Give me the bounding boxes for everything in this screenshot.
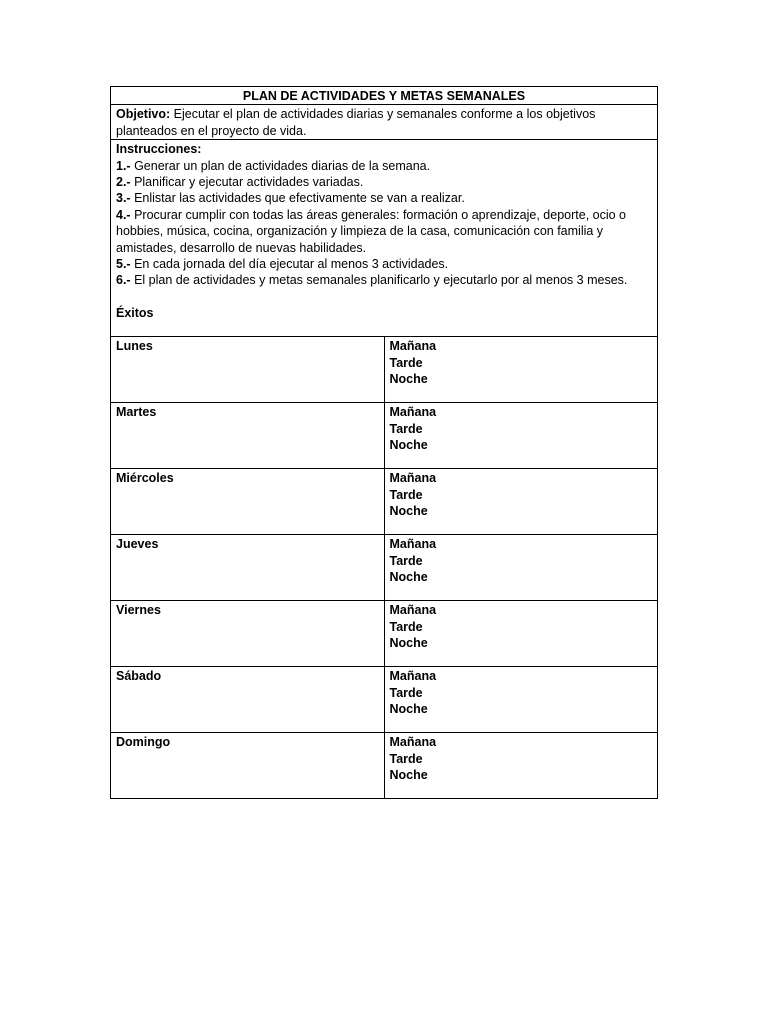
day-row-martes: [111, 403, 658, 469]
objective-cell: [111, 105, 658, 140]
slot-morning: Mañana: [389, 339, 437, 354]
slot-afternoon: Tarde: [389, 355, 423, 370]
day-slots-cell[interactable]: [384, 337, 658, 403]
slot-night: Noche: [389, 570, 428, 585]
day-name: Martes: [111, 403, 385, 469]
slot-afternoon: Tarde: [389, 685, 423, 700]
day-name: Viernes: [111, 601, 385, 667]
objective-label: Objetivo:: [116, 107, 171, 122]
day-row-miercoles: [111, 469, 658, 535]
slot-morning: Mañana: [389, 405, 437, 420]
day-slots-cell[interactable]: [384, 601, 658, 667]
day-name: Lunes: [111, 337, 385, 403]
instructions-heading: Instrucciones:: [116, 142, 202, 157]
slot-morning: Mañana: [389, 471, 437, 486]
day-slots-cell[interactable]: [384, 535, 658, 601]
slot-night: Noche: [389, 636, 428, 651]
day-name: Sábado: [111, 667, 385, 733]
day-name: Domingo: [111, 733, 385, 799]
day-slots-cell[interactable]: [384, 667, 658, 733]
successes-label: Éxitos: [116, 306, 154, 321]
title-row: [111, 87, 658, 105]
instruction-item: [116, 158, 652, 174]
instruction-text: Procurar cumplir con todas las áreas generales: formación o aprendizaje, deporte, ocio o hobbies, música, cocina, organización y limpieza de la casa, comunicación con familia y amistades, desarrollo de nuevas habilidades.: [116, 207, 626, 255]
day-slots-cell[interactable]: [384, 469, 658, 535]
instruction-number: 6.-: [116, 273, 131, 288]
day-slots-cell[interactable]: [384, 733, 658, 799]
slot-night: Noche: [389, 768, 428, 783]
instruction-item: [116, 207, 652, 256]
slot-night: Noche: [389, 504, 428, 519]
instruction-item: [116, 174, 652, 190]
slot-afternoon: Tarde: [389, 553, 423, 568]
slot-night: Noche: [389, 372, 428, 387]
instruction-text: Planificar y ejecutar actividades variadas.: [130, 175, 364, 190]
instructions-cell: [111, 140, 658, 337]
document-title: PLAN DE ACTIVIDADES Y METAS SEMANALES: [111, 87, 658, 105]
day-name: Jueves: [111, 535, 385, 601]
instruction-number: 2.-: [116, 175, 131, 190]
instruction-number: 4.-: [116, 207, 131, 222]
instruction-number: 3.-: [116, 191, 131, 206]
instruction-number: 5.-: [116, 257, 131, 272]
slot-afternoon: Tarde: [389, 421, 423, 436]
slot-morning: Mañana: [389, 669, 437, 684]
instruction-text: Generar un plan de actividades diarias de la semana.: [130, 158, 431, 173]
instruction-item: [116, 272, 652, 288]
objective-row: [111, 105, 658, 140]
slot-afternoon: Tarde: [389, 751, 423, 766]
slot-morning: Mañana: [389, 735, 437, 750]
slot-afternoon: Tarde: [389, 487, 423, 502]
day-slots-cell[interactable]: [384, 403, 658, 469]
instruction-number: 1.-: [116, 158, 131, 173]
instructions-row: [111, 140, 658, 337]
slot-night: Noche: [389, 702, 428, 717]
day-row-lunes: [111, 337, 658, 403]
instruction-item: [116, 256, 652, 272]
day-name: Miércoles: [111, 469, 385, 535]
slot-night: Noche: [389, 438, 428, 453]
slot-morning: Mañana: [389, 537, 437, 552]
slot-afternoon: Tarde: [389, 619, 423, 634]
slot-morning: Mañana: [389, 603, 437, 618]
instruction-text: Enlistar las actividades que efectivamente se van a realizar.: [130, 191, 465, 206]
instruction-text: El plan de actividades y metas semanales planificarlo y ejecutarlo por al menos 3 meses.: [130, 273, 628, 288]
weekly-plan-table: [110, 86, 658, 799]
day-row-domingo: [111, 733, 658, 799]
instruction-item: [116, 190, 652, 206]
instruction-text: En cada jornada del día ejecutar al menos 3 actividades.: [130, 257, 449, 272]
day-row-jueves: [111, 535, 658, 601]
day-row-sabado: [111, 667, 658, 733]
objective-text: Ejecutar el plan de actividades diarias y semanales conforme a los objetivos planteados en el proyecto de vida.: [116, 107, 596, 138]
day-row-viernes: [111, 601, 658, 667]
